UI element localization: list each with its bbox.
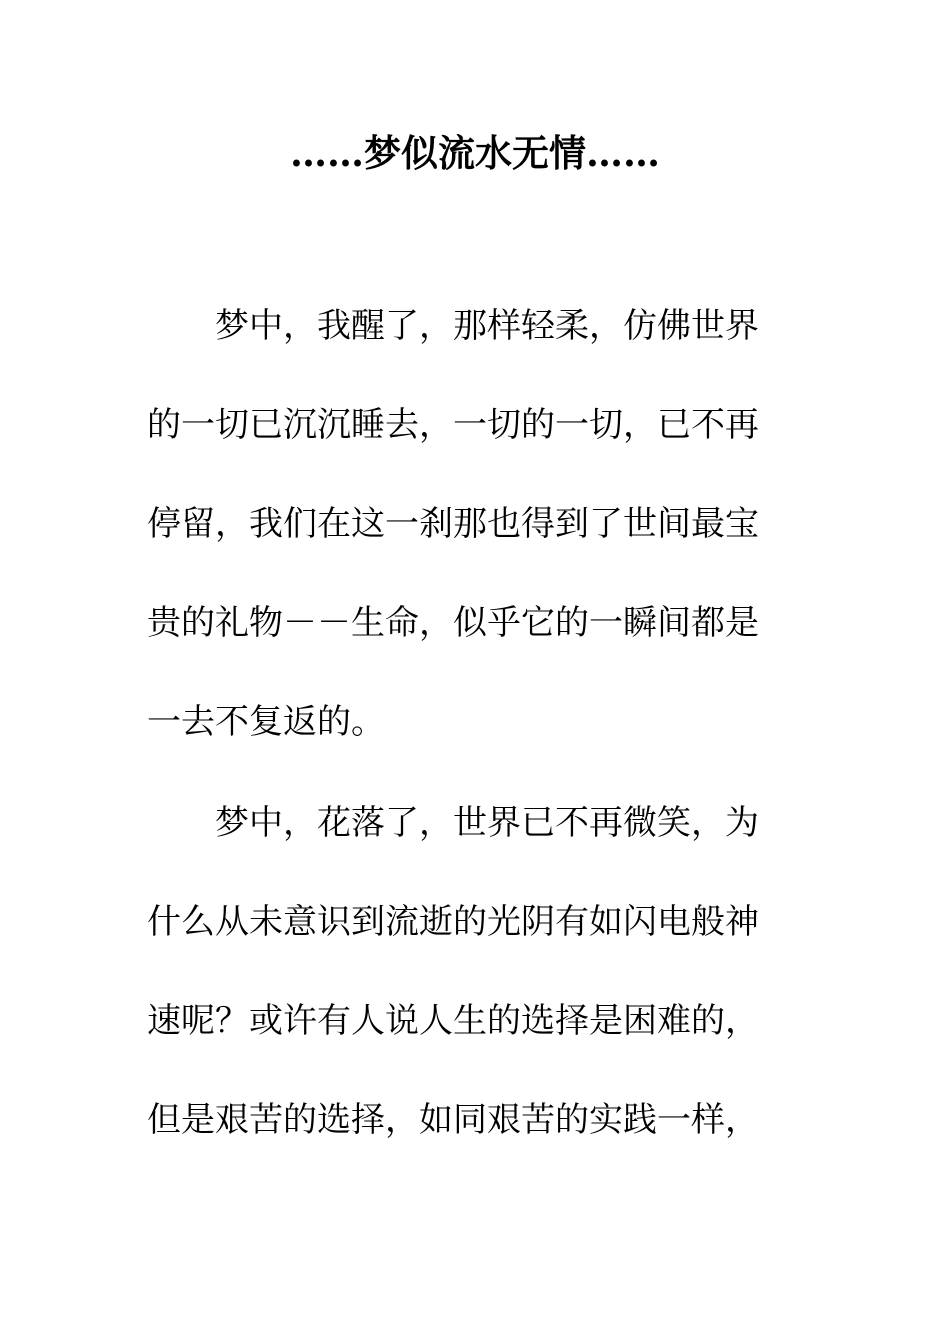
paragraph-line: 什么从未意识到流逝的光阴有如闪电般神: [147, 902, 759, 942]
paragraph-line: 贵的礼物－－生命，似乎它的一瞬间都是: [147, 603, 759, 643]
paragraph-line: 梦中，花落了，世界已不再微笑，为: [215, 803, 759, 843]
page-title: ……梦似流水无情……: [290, 131, 660, 175]
paragraph-line: 但是艰苦的选择，如同艰苦的实践一样，: [147, 1100, 759, 1140]
paragraph-line: 停留，我们在这一刹那也得到了世间最宝: [147, 504, 759, 544]
paragraph-line: 的一切已沉沉睡去，一切的一切，已不再: [147, 405, 759, 445]
paragraph-line: 速呢？或许有人说人生的选择是困难的，: [147, 1001, 759, 1041]
paragraph-line: 一去不复返的。: [147, 702, 385, 742]
paragraph-line: 梦中，我醒了，那样轻柔，仿佛世界: [215, 306, 759, 346]
